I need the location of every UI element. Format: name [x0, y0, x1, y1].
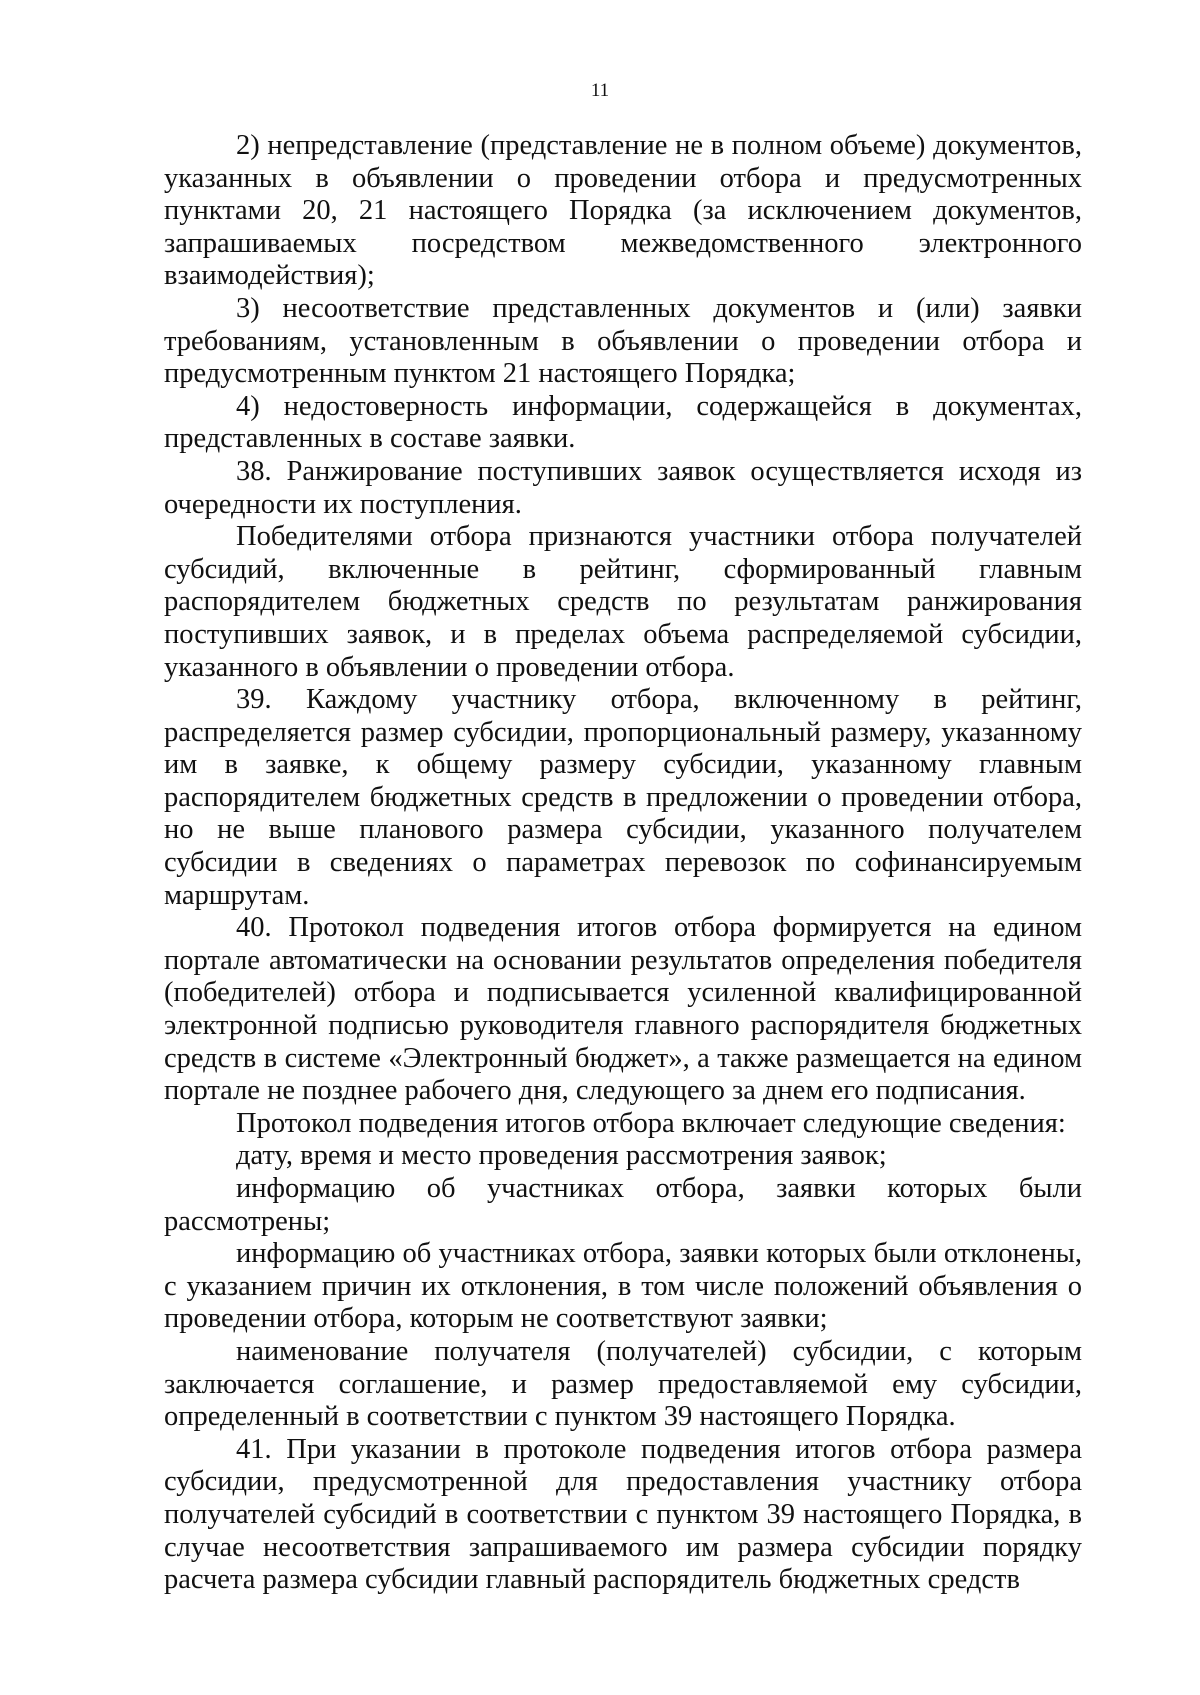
paragraph-protocol-date: дату, время и место проведения рассмотрения заявок; — [236, 1140, 887, 1172]
document-body — [164, 130, 1082, 1597]
paragraph-protocol-rejected: информацию об участниках отбора, заявки которых были отклонены, с указанием причин их отклонения, в том числе положений объявления о проведении отбора, которым не соответствуют заявки; — [164, 1238, 1082, 1335]
paragraph-item-3-noncompliance: 3) несоответствие представленных документов и (или) заявки требованиям, установленным в объявлении о проведении отбора и предусмотренным пунктом 21 настоящего Порядка; — [164, 292, 1082, 390]
paragraph-protocol-contents: Протокол подведения итогов отбора включает следующие сведения: — [236, 1107, 1066, 1139]
paragraph-item-4-inaccuracy: 4) недостоверность информации, содержащейся в документах, представленных в составе заявки. — [164, 390, 1082, 455]
paragraph-clause-40: 40. Протокол подведения итогов отбора формируется на едином портале автоматически на основании результатов определения победителя (победителей) отбора и подписывается усиленной квалифицированной электронной подписью руководителя главного распорядителя бюджетных средств в системе «Электронный бюджет», а также размещается на едином портале не позднее рабочего дня, следующего за днем его подписания. — [164, 912, 1082, 1107]
paragraph-clause-41: 41. При указании в протоколе подведения итогов отбора размера субсидии, предусмотренной для предоставления участнику отбора получателей субсидий в соответствии с пунктом 39 настоящего Порядка, в случае несоответствия запрашиваемого им размера субсидии порядку расчета размера субсидии главный распорядитель бюджетных средств — [164, 1433, 1082, 1596]
paragraph-item-2-nonsubmission: 2) непредставление (представление не в полном объеме) документов, указанных в объявлении о проведении отбора и предусмотренных пунктами 20, 21 настоящего Порядка (за исключением документов, запрашиваемых посредством межведомственного электронного взаимодействия); — [164, 130, 1082, 292]
page-number: 11 — [590, 80, 610, 101]
paragraph-protocol-reviewed: информацию об участниках отбора, заявки которых были рассмотрены; — [164, 1173, 1082, 1237]
paragraph-clause-38: 38. Ранжирование поступивших заявок осуществляется исходя из очередности их поступления. — [164, 455, 1082, 520]
paragraph-protocol-recipient: наименование получателя (получателей) субсидии, с которым заключается соглашение, и размер предоставляемой ему субсидии, определенный в соответствии с пунктом 39 настоящего Порядка. — [164, 1335, 1082, 1433]
paragraph-winners: Победителями отбора признаются участники отбора получателей субсидий, включенные в рейтинг, сформированный главным распорядителем бюджетных средств по результатам ранжирования поступивших заявок, и в пределах объема распределяемой субсидии, указанного в объявлении о проведении отбора. — [164, 521, 1082, 683]
paragraph-clause-39: 39. Каждому участнику отбора, включенному в рейтинг, распределяется размер субсидии, пропорциональный размеру, указанному им в заявке, к общему размеру субсидии, указанному главным распорядителем бюджетных средств в предложении о проведении отбора, но не выше планового размера субсидии, указанного получателем субсидии в сведениях о параметрах перевозок по софинансируемым маршрутам. — [164, 684, 1082, 911]
